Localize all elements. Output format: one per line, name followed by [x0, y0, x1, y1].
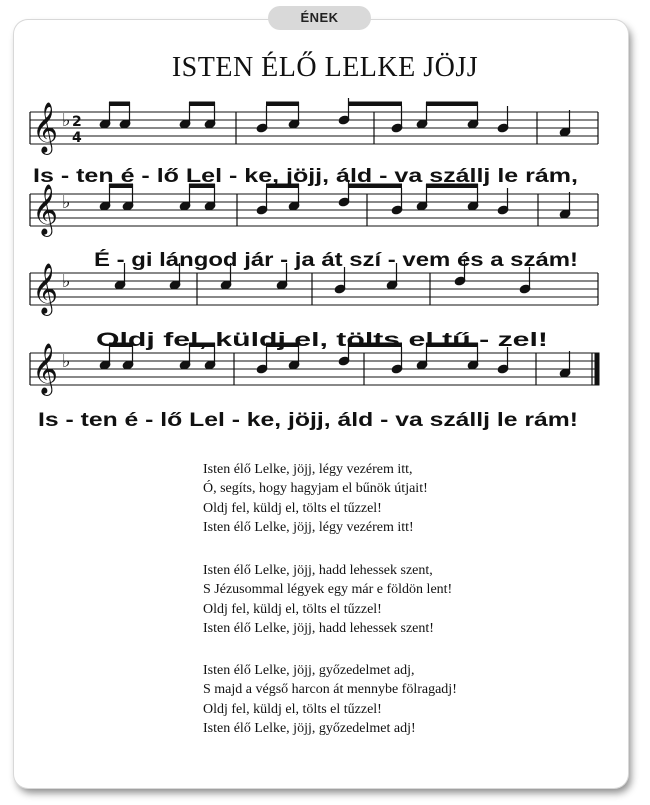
lyric-line-4: Is - ten é - lő Lel - ke, jöjj, áld - va szállj le rám! [38, 410, 578, 431]
treble-clef-icon: 𝄞 [32, 263, 59, 314]
verse-line: Isten élő Lelke, jöjj, győzedelmet adj! [203, 721, 416, 737]
lyric-line-2: É - gi lángod jár - ja át szí - vem és a szám! [94, 250, 578, 271]
treble-clef-icon: 𝄞 [32, 343, 59, 394]
verse-line: S majd a végső harcon át mennybe fölragadj! [203, 682, 457, 698]
flat-icon: ♭ [62, 271, 71, 292]
lyric-line-3: Oldj fel, küldj el, tölts el tű - zel! [96, 330, 548, 351]
lyric-line-1: Is - ten é - lő Lel - ke, jöjj, áld - va szállj le rám, [33, 166, 578, 187]
time-signature: 4 [72, 130, 82, 146]
flat-icon: ♭ [62, 110, 71, 131]
verse-line: Isten élő Lelke, jöjj, hadd lehessek szent! [203, 621, 434, 637]
song-title: ISTEN ÉLŐ LELKE JÖJJ [171, 52, 479, 83]
category-tab: ÉNEK [268, 6, 371, 30]
time-signature: 2 [72, 114, 82, 130]
flat-icon: ♭ [62, 192, 71, 213]
verse-2 [203, 561, 452, 639]
treble-clef-icon: 𝄞 [32, 184, 59, 235]
verse-line: S Jézusommal légyek egy már e földön lent! [203, 582, 453, 598]
verse-3 [203, 661, 457, 739]
verse-line: Isten élő Lelke, jöjj, győzedelmet adj, [203, 663, 415, 678]
note-beam [427, 102, 478, 106]
verse-line: Oldj fel, küldj el, tölts el tűzzel! [203, 500, 382, 516]
verse-1 [203, 460, 428, 538]
note-beam [110, 102, 130, 106]
verse-line: Oldj fel, küldj el, tölts el tűzzel! [203, 701, 382, 717]
verse-line: Isten élő Lelke, jöjj, légy vezérem itt, [203, 462, 413, 477]
note-beam [267, 102, 299, 106]
verse-line: Oldj fel, küldj el, tölts el tűzzel! [203, 601, 382, 617]
flat-icon: ♭ [62, 351, 71, 372]
verse-line: Isten élő Lelke, jöjj, hadd lehessek szent, [203, 563, 433, 578]
note-beam [190, 102, 215, 106]
verse-line: Isten élő Lelke, jöjj, légy vezérem itt! [203, 520, 414, 536]
verse-line: Ó, segíts, hogy hagyjam el bűnök útjait! [203, 481, 428, 497]
treble-clef-icon: 𝄞 [32, 102, 59, 153]
final-bar-line [595, 353, 599, 385]
note-beam [349, 102, 402, 106]
